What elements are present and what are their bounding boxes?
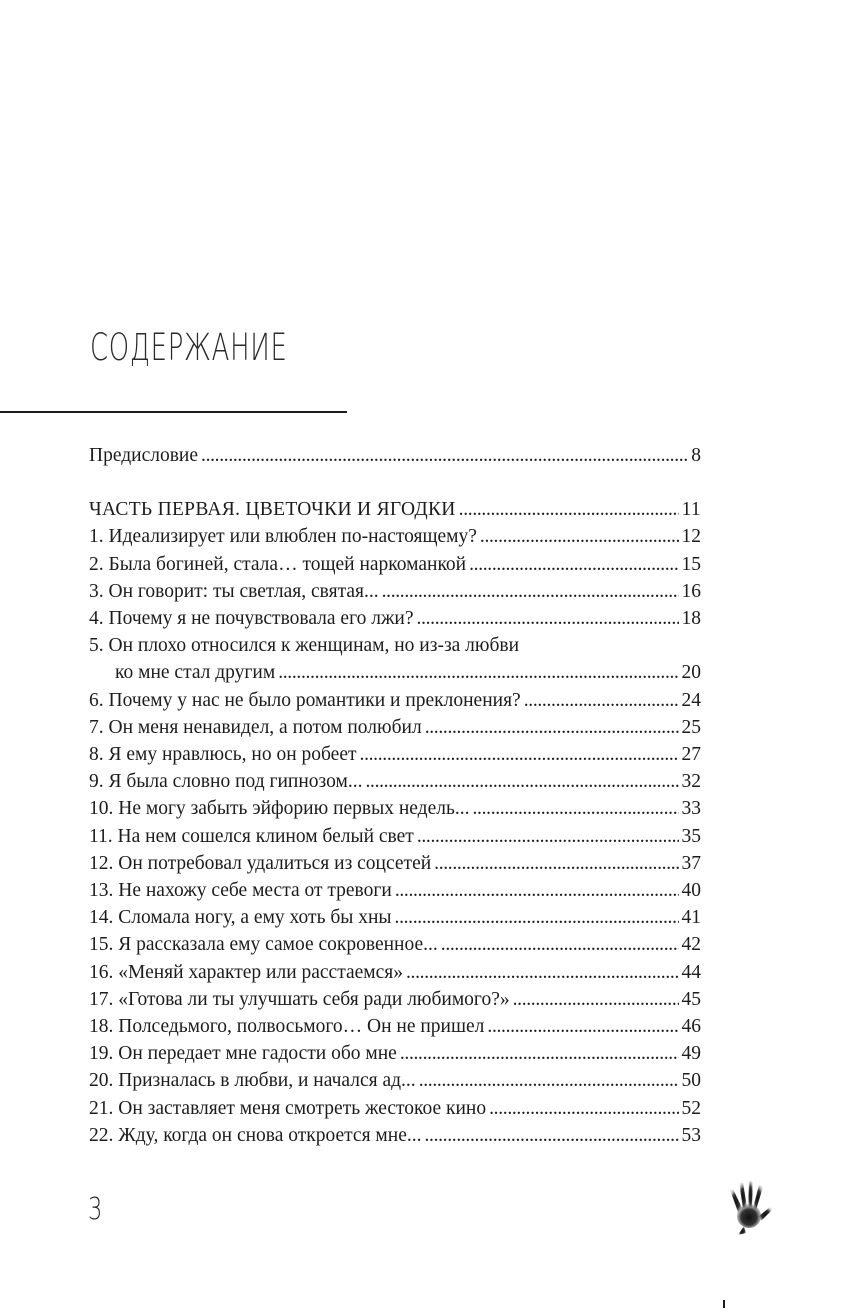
toc-entry-22[interactable] — [89, 1122, 701, 1149]
toc-entry-title: 4. Почему я не почувствовала его лжи? — [89, 608, 414, 630]
toc-entry-title: 14. Сломала ногу, а ему хоть бы хны — [89, 907, 392, 929]
toc-entry-title: Предисловие — [89, 445, 199, 466]
toc-entry-page: 49 — [681, 1043, 701, 1065]
toc-entry-title: 21. Он заставляет меня смотреть жестокое кино — [89, 1097, 487, 1119]
toc-entry-title: 6. Почему у нас не было романтики и преклонения? — [89, 689, 521, 711]
dot-leader — [395, 904, 679, 931]
toc-entry-page: 27 — [681, 744, 701, 766]
toc-entry-title: 13. Не нахожу себе места от тревоги — [89, 880, 392, 902]
toc-entry-8[interactable] — [89, 741, 701, 768]
toc-entry-title: 22. Жду, когда он снова откроется мне... — [89, 1124, 422, 1146]
dot-leader — [400, 1040, 679, 1067]
toc-entry-20[interactable] — [89, 1067, 701, 1094]
toc-entry-page: 37 — [681, 852, 701, 874]
toc-entry-page: 45 — [681, 988, 701, 1010]
dot-leader — [417, 605, 679, 632]
toc-entry-page: 8 — [691, 445, 701, 466]
toc-entry-title: 20. Призналась в любви, и начался ад... — [89, 1070, 416, 1092]
toc-entry-page: 41 — [681, 907, 701, 929]
dot-leader — [360, 741, 679, 768]
dot-leader — [459, 496, 679, 523]
toc-entry-part-1[interactable] — [89, 496, 701, 523]
dot-leader — [201, 442, 688, 469]
dot-leader — [524, 687, 679, 714]
dot-leader — [417, 823, 679, 850]
toc-entry-page: 52 — [681, 1097, 701, 1119]
dot-leader — [382, 578, 679, 605]
dot-leader — [489, 1095, 678, 1122]
crop-mark — [723, 1300, 725, 1308]
toc-entry-page: 32 — [681, 771, 701, 793]
toc-entry-3[interactable] — [89, 578, 701, 605]
toc-entry-title: 1. Идеализирует или влюблен по-настоящему? — [89, 526, 477, 548]
hand-icon — [724, 1180, 774, 1236]
toc-entry-18[interactable] — [89, 1013, 701, 1040]
toc-entry-title: 15. Я рассказала ему самое сокровенное... — [89, 934, 438, 956]
toc-entry-5[interactable] — [89, 659, 701, 686]
toc-entry-title: 9. Я была словно под гипнозом... — [89, 771, 363, 793]
toc-entry-title: 17. «Готова ли ты улучшать себя ради любимого?» — [89, 988, 510, 1010]
dot-leader — [469, 551, 678, 578]
toc-entry-title: 3. Он говорит: ты светлая, святая... — [89, 580, 379, 602]
toc-entry-page: 18 — [681, 608, 701, 630]
toc-entry-page: 40 — [681, 880, 701, 902]
toc-entry-title: 18. Полседьмого, полвосьмого… Он не пришел — [89, 1016, 485, 1038]
dot-leader — [513, 986, 679, 1013]
toc-entry-page: 46 — [681, 1016, 701, 1038]
toc-entry-page: 16 — [681, 580, 701, 602]
toc-entry-page: 44 — [681, 961, 701, 983]
toc-entry-title: 2. Была богиней, стала… тощей наркоманкой — [89, 553, 467, 575]
toc-entry-page: 24 — [681, 689, 701, 711]
toc-entry-title: 11. На нем сошелся клином белый свет — [89, 825, 414, 847]
dot-leader — [395, 877, 679, 904]
toc-entry-9[interactable] — [89, 768, 701, 795]
table-of-contents — [89, 442, 701, 1149]
toc-entry-title: 19. Он передает мне гадости обо мне — [89, 1043, 397, 1065]
toc-entry-title: 8. Я ему нравлюсь, но он робеет — [89, 744, 357, 766]
toc-entry-title: 7. Он меня ненавидел, а потом полюбил — [89, 716, 422, 738]
dot-leader — [365, 768, 678, 795]
toc-entry-2[interactable] — [89, 551, 701, 578]
dot-leader — [424, 1122, 678, 1149]
toc-entry-page: 33 — [681, 798, 701, 820]
dot-leader — [278, 659, 678, 686]
toc-entry-14[interactable] — [89, 904, 701, 931]
toc-entry-7[interactable] — [89, 714, 701, 741]
toc-entry-12[interactable] — [89, 850, 701, 877]
dot-leader — [441, 931, 679, 958]
toc-entry-11[interactable] — [89, 823, 701, 850]
toc-entry-title: 10. Не могу забыть эйфорию первых недель... — [89, 798, 470, 820]
toc-entry-page: 25 — [681, 716, 701, 738]
dot-leader — [406, 959, 679, 986]
dot-leader — [473, 795, 679, 822]
toc-entry-page: 11 — [681, 499, 701, 521]
toc-entry-16[interactable] — [89, 959, 701, 986]
toc-entry-10[interactable] — [89, 795, 701, 822]
toc-entry-title: ко мне стал другим — [115, 662, 276, 684]
toc-entry-17[interactable] — [89, 986, 701, 1013]
dot-leader — [480, 523, 679, 550]
toc-entry-13[interactable] — [89, 877, 701, 904]
toc-entry-19[interactable] — [89, 1040, 701, 1067]
toc-entry-page: 35 — [681, 825, 701, 847]
toc-entry-page: 15 — [681, 553, 701, 575]
toc-entry-preface[interactable] — [89, 442, 701, 469]
toc-entry-21[interactable] — [89, 1095, 701, 1122]
page-number: 3 — [88, 1192, 103, 1227]
toc-entry-title: ЧАСТЬ ПЕРВАЯ. ЦВЕТОЧКИ И ЯГОДКИ — [89, 499, 456, 521]
toc-entry-15[interactable] — [89, 931, 701, 958]
dot-leader — [425, 714, 679, 741]
dot-leader — [487, 1013, 678, 1040]
page-title: СОДЕРЖАНИЕ — [90, 326, 288, 369]
dot-leader — [434, 850, 678, 877]
toc-entry-5-line1[interactable]: 5. Он плохо относился к женщинам, но из-за любви — [89, 635, 520, 657]
title-rule — [0, 411, 347, 413]
toc-entry-1[interactable] — [89, 523, 701, 550]
toc-entry-page: 50 — [681, 1070, 701, 1092]
toc-entry-title: 16. «Меняй характер или расстаемся» — [89, 961, 403, 983]
toc-entry-4[interactable] — [89, 605, 701, 632]
toc-entry-page: 12 — [681, 526, 701, 548]
toc-entry-page: 53 — [681, 1124, 701, 1146]
dot-leader — [419, 1067, 679, 1094]
toc-entry-page: 20 — [681, 662, 701, 684]
toc-entry-page: 42 — [681, 934, 701, 956]
toc-entry-6[interactable] — [89, 687, 701, 714]
toc-entry-title: 12. Он потребовал удалиться из соцсетей — [89, 852, 432, 874]
